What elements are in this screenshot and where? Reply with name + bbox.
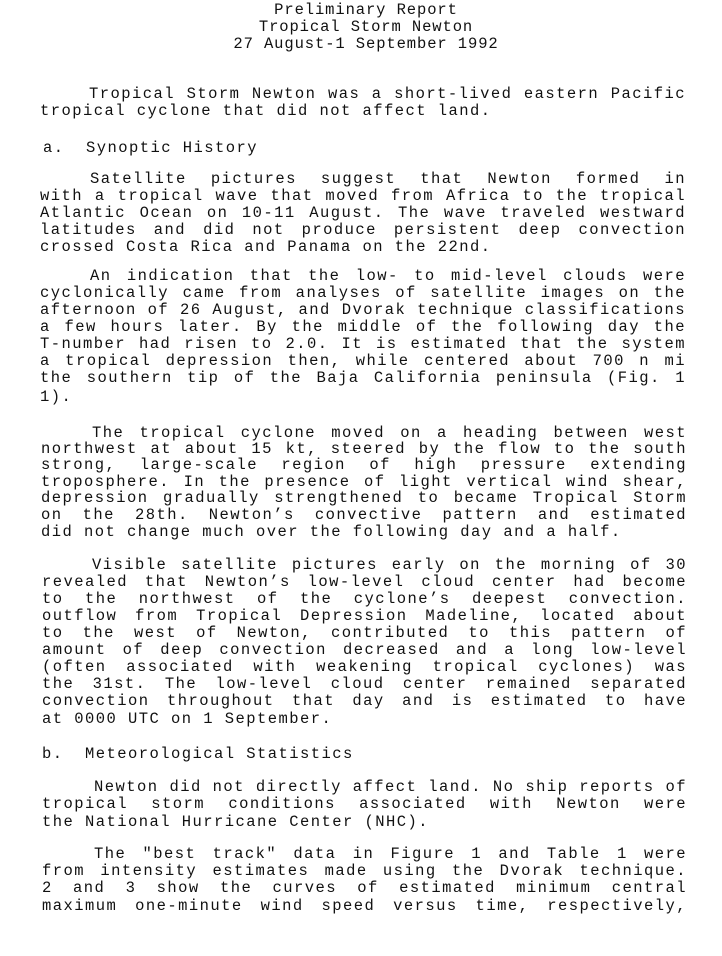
text-line: An indication that the low- to mid-level clouds were bbox=[90, 268, 686, 285]
text-line: on the 28th. Newton’s convective pattern and estimated bbox=[41, 507, 687, 524]
text-line: troposphere. In the presence of light vertical wind shear, bbox=[41, 474, 687, 491]
text-line: tropical cyclone that did not affect land. bbox=[40, 102, 492, 120]
text-line: cyclonically came from analyses of satellite images on the bbox=[40, 285, 686, 302]
text-line: the southern tip of the Baja California peninsula (Fig. 1 bbox=[40, 370, 686, 387]
text-line: the 31st. The low-level cloud center remained separated bbox=[42, 676, 687, 693]
text-line: to the west of Newton, contributed to this pattern of bbox=[42, 625, 687, 642]
section-heading-meteorological-statistics: b. Meteorological Statistics bbox=[42, 745, 354, 763]
text-line: a tropical depression then, while centered about 700 n mi bbox=[40, 353, 686, 370]
text-line: Visible satellite pictures early on the morning of 30 bbox=[92, 557, 687, 574]
text-line: crossed Costa Rica and Panama on the 22nd. bbox=[40, 238, 492, 256]
text-line: Atlantic Ocean on 10-11 August. The wave traveled westward bbox=[40, 205, 686, 222]
text-line: The tropical cyclone moved on a heading between west bbox=[92, 425, 687, 442]
text-line: Newton did not directly affect land. No ship reports of bbox=[94, 779, 687, 796]
text-line: with a tropical wave that moved from Africa to the tropical bbox=[40, 188, 686, 205]
text-line: (often associated with weakening tropical cyclones) was bbox=[42, 659, 687, 676]
text-line: a few hours later. By the middle of the following day the bbox=[40, 319, 686, 336]
text-line: Satellite pictures suggest that Newton formed in bbox=[90, 171, 686, 188]
text-line: to the northwest of the cyclone’s deepest convection. bbox=[42, 591, 687, 608]
section-heading-synoptic-history: a. Synoptic History bbox=[43, 139, 259, 157]
report-title: Preliminary Report bbox=[274, 1, 458, 19]
text-line: tropical storm conditions associated with Newton were bbox=[42, 796, 687, 813]
text-line: at 0000 UTC on 1 September. bbox=[42, 710, 333, 728]
text-line: depression gradually strengthened to became Tropical Storm bbox=[41, 490, 687, 507]
text-line: T-number had risen to 2.0. It is estimated that the system bbox=[40, 336, 686, 353]
text-line: latitudes and did not produce persistent deep convection bbox=[40, 222, 686, 239]
text-line: outflow from Tropical Depression Madeline, located about bbox=[42, 608, 687, 625]
text-line: 2 and 3 show the curves of estimated minimum central bbox=[42, 880, 687, 897]
text-line: maximum one-minute wind speed versus time, respectively, bbox=[42, 898, 687, 915]
text-line: northwest at about 15 kt, steered by the flow to the south bbox=[41, 441, 687, 458]
text-line: from intensity estimates made using the Dvorak technique. bbox=[42, 863, 687, 880]
text-line: amount of deep convection decreased and a long low-level bbox=[42, 642, 687, 659]
text-line: The "best track" data in Figure 1 and Table 1 were bbox=[94, 846, 687, 863]
storm-name: Tropical Storm Newton bbox=[258, 18, 474, 36]
text-line: convection throughout that day and is estimated to have bbox=[42, 693, 687, 710]
text-line: afternoon of 26 August, and Dvorak technique classifications bbox=[40, 302, 686, 319]
text-line: strong, large-scale region of high pressure extending bbox=[41, 457, 687, 474]
text-line: did not change much over the following day and a half. bbox=[41, 523, 622, 541]
text-line: Tropical Storm Newton was a short-lived eastern Pacific bbox=[89, 86, 686, 103]
text-line: 1). bbox=[40, 388, 73, 406]
text-line: revealed that Newton’s low-level cloud center had become bbox=[42, 574, 687, 591]
text-line: the National Hurricane Center (NHC). bbox=[42, 813, 430, 831]
report-dates: 27 August-1 September 1992 bbox=[233, 35, 499, 53]
